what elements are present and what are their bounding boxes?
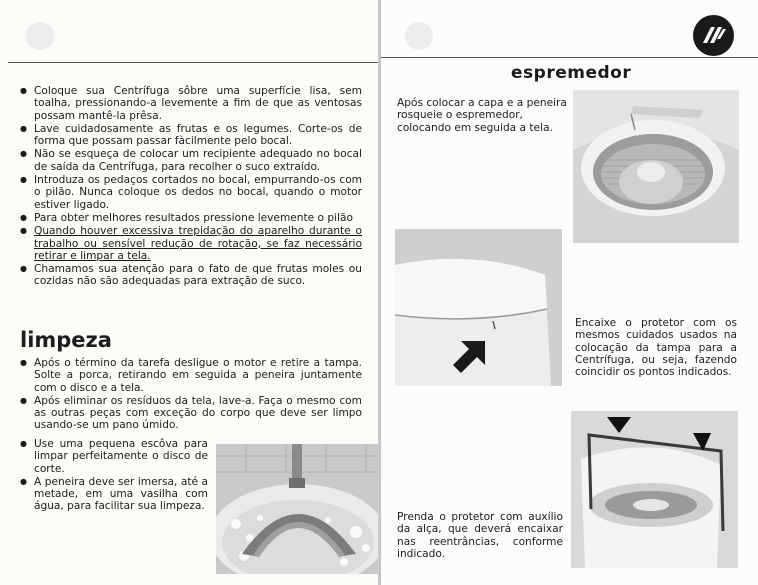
top-rule [381, 57, 758, 58]
cleaning-item: ● A peneira deve ser imersa, até a metade, em uma vasilha com água, para facilitar sua limpeza. [20, 476, 208, 513]
cleaning-item: ● Após eliminar os resíduos da tela, lave-a. Faça o mesmo com as outras peças com exceção do corpo que deve ser limpo usando-se um pano úmido. [20, 395, 362, 432]
top-rule [8, 62, 380, 63]
faded-logo-mark [405, 22, 433, 50]
photo-strainer-assembly [573, 90, 739, 243]
photo-sieve-washing [216, 444, 380, 574]
paragraph-handle: Prenda o protetor com auxílio da alça, que deverá encaixar nas reentrâncias, conforme indicado. [397, 511, 563, 560]
instruction-item: ● Chamamos sua atenção para o fato de que frutas moles ou cozidas não são adequadas para extração de suco. [20, 263, 362, 288]
cleaning-list [20, 357, 362, 433]
paragraph-assembly: Após colocar a capa e a peneira rosqueie o espremedor, colocando em seguida a tela. [397, 97, 567, 134]
instruction-item-warning: ● Quando houver excessiva trepidação do aparelho durante o trabalho ou sensível redução de rotação, se faz necessário retirar e limpar a tela. [20, 225, 362, 262]
cleaning-item: ● Após o término da tarefa desligue o motor e retire a tampa. Solte a porca, retirando em seguida a peneira juntamente com o disco e a tela. [20, 357, 362, 394]
faded-logo-mark [26, 22, 54, 50]
photo-protector-handle [571, 411, 738, 568]
instruction-item: ● Lave cuidadosamente as frutas e os legumes. Corte-os de forma que possam passar fàcilmente pelo bocal. [20, 123, 362, 148]
section-title-limpeza: limpeza [20, 328, 112, 352]
cleaning-item: ● Use uma pequena escôva para limpar perfeitamente o disco de corte. [20, 438, 208, 475]
instruction-item: ● Não se esqueça de colocar um recipiente adequado no bocal de saída da Centrífuga, para recolher o suco extraído. [20, 148, 362, 173]
paragraph-protector: Encaixe o protetor com os mesmos cuidados usados na colocação da tampa para a Centrífuga, ou seja, fazendo coincidir os pontos indicados. [575, 317, 737, 379]
instruction-item: ● Para obter melhores resultados pressione levemente o pilão [20, 212, 362, 224]
section-title-espremedor: espremedor [511, 63, 632, 83]
instructions-list [20, 85, 362, 289]
photo-cover-alignment [395, 229, 562, 386]
right-page [381, 0, 758, 585]
cleaning-list-narrow [20, 438, 208, 514]
instruction-item: ● Coloque sua Centrífuga sôbre uma superfície lisa, sem toalha, pressionando-a levemente a fim de que as ventosas possam mantê-la prêsa. [20, 85, 362, 122]
brand-logo [693, 15, 734, 56]
instruction-item: ● Introduza os pedaços cortados no bocal, empurrando-os com o pilão. Nunca coloque os dedos no bocal, quando o motor estiver ligado. [20, 174, 362, 211]
